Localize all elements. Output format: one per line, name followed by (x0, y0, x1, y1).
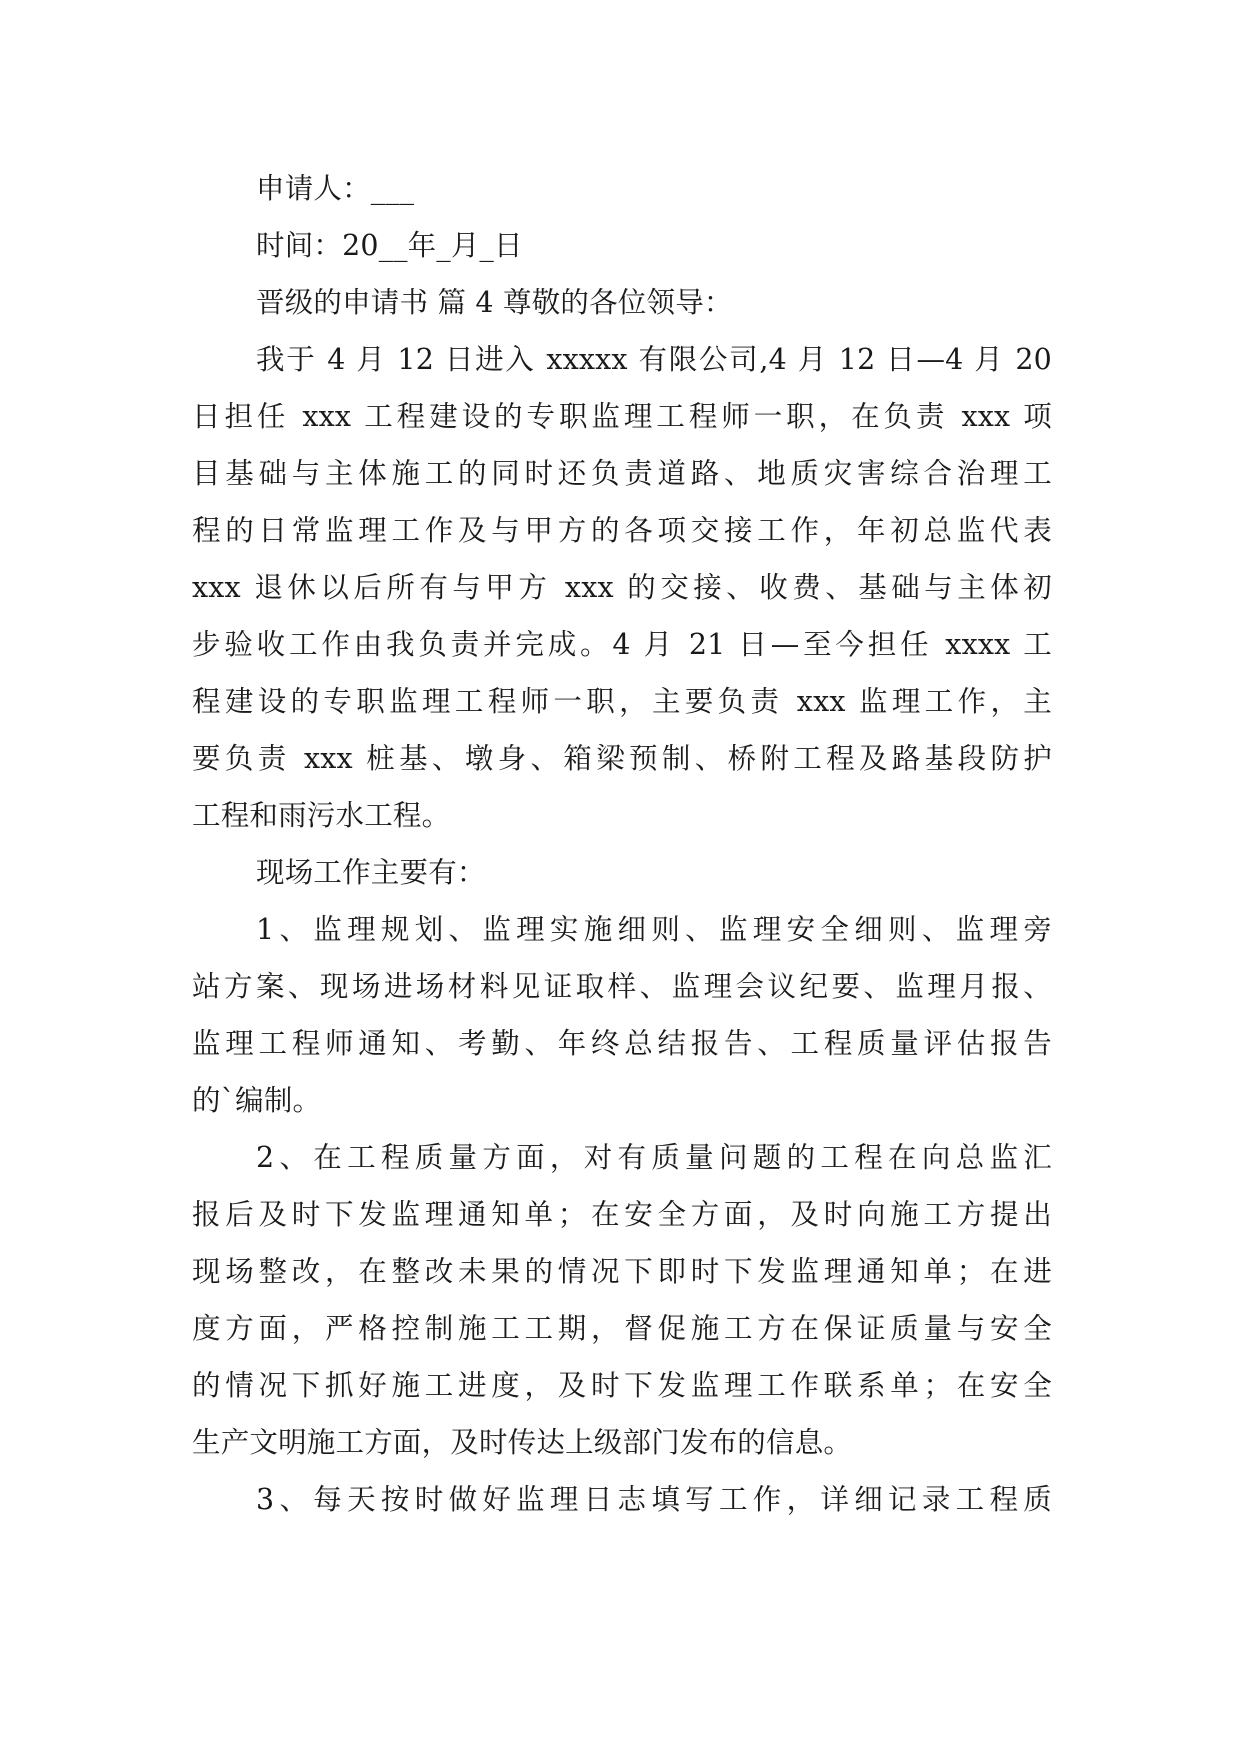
text-line: 监理工程师通知、考勤、年终总结报告、工程质量评估报告 (192, 1027, 1052, 1060)
text-line: 目基础与主体施工的同时还负责道路、地质灾害综合治理工 (192, 457, 1052, 490)
text-line: xxx 退休以后所有与甲方 xxx 的交接、收费、基础与主体初 (192, 571, 1052, 604)
text-line: 报后及时下发监理通知单；在安全方面，及时向施工方提出 (192, 1198, 1052, 1231)
text-line: 我于 4 月 12 日进入 xxxxx 有限公司,4 月 12 日—4 月 20 (256, 343, 1052, 376)
text-line: 日担任 xxx 工程建设的专职监理工程师一职，在负责 xxx 项 (192, 400, 1052, 433)
text-line: 现场整改，在整改未果的情况下即时下发监理通知单；在进 (192, 1255, 1052, 1288)
text-line: 要负责 xxx 桩基、墩身、箱梁预制、桥附工程及路基段防护 (192, 742, 1052, 775)
text-line: 的`编制。 (192, 1084, 322, 1117)
text-line: 的情况下抓好施工进度，及时下发监理工作联系单；在安全 (192, 1369, 1052, 1402)
text-line: 步验收工作由我负责并完成。4 月 21 日—至今担任 xxxx 工 (192, 628, 1052, 661)
text-line: 时间：20__年_月_日 (256, 229, 523, 262)
text-line: 站方案、现场进场材料见证取样、监理会议纪要、监理月报、 (192, 970, 1052, 1003)
text-line: 工程和雨污水工程。 (192, 799, 451, 832)
text-line: 1、监理规划、监理实施细则、监理安全细则、监理旁 (256, 913, 1052, 946)
text-line: 生产文明施工方面，及时传达上级部门发布的信息。 (192, 1426, 853, 1459)
text-line: 度方面，严格控制施工工期，督促施工方在保证质量与安全 (192, 1312, 1052, 1345)
text-line: 2、在工程质量方面，对有质量问题的工程在向总监汇 (256, 1141, 1052, 1174)
text-line: 现场工作主要有： (256, 856, 486, 889)
document-body (192, 160, 1052, 1528)
text-line: 程建设的专职监理工程师一职，主要负责 xxx 监理工作，主 (192, 685, 1052, 718)
text-line: 3、每天按时做好监理日志填写工作，详细记录工程质 (256, 1483, 1052, 1516)
text-line: 晋级的申请书 篇 4 尊敬的各位领导： (256, 286, 733, 319)
text-line: 程的日常监理工作及与甲方的各项交接工作，年初总监代表 (192, 514, 1052, 547)
text-line: 申请人：___ (256, 172, 415, 205)
